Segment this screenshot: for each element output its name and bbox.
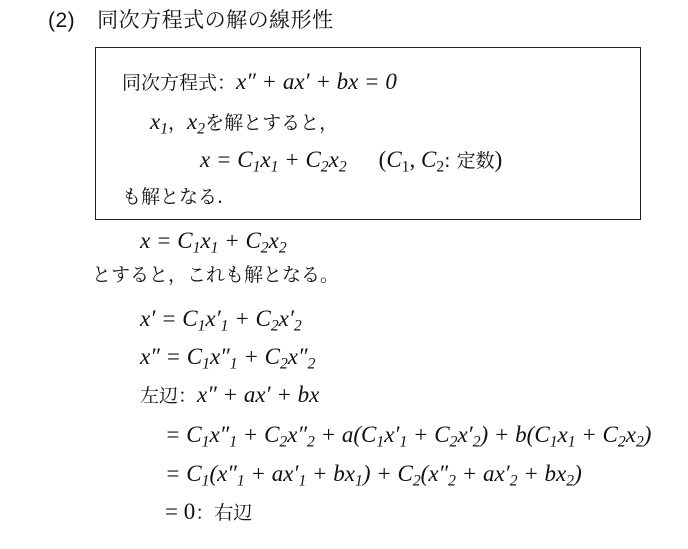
claim-line (92, 266, 339, 285)
claim-text: とすると，これも解となる。 (92, 264, 340, 286)
step-1-math: = $C_1x''_1 + C_2x''_2 + a(C_1x'_1 + C_2x'_2) + b(C_1x_1 + C_2x_2)$ (165, 422, 652, 451)
homogeneous-equation (122, 70, 397, 93)
constants-note: ($C_1$, $C_2$: 定数) (378, 147, 503, 176)
second-derivative (140, 344, 316, 373)
rhs-label: ：右辺 (195, 502, 253, 524)
conclusion (122, 188, 223, 207)
section-number: (2) (48, 9, 76, 32)
step-2-math: = $C_1(x''_1 + ax'_1 + bx_1) + C_2(x''_2 + ax'_2 + bx_2)$ (165, 461, 582, 490)
equation-math: x″ + ax′ + bx = 0 (236, 69, 397, 94)
section-heading (48, 10, 334, 31)
conclusion-text: も解となる. (122, 186, 224, 208)
step-2 (165, 461, 582, 490)
comma: ， (168, 112, 188, 134)
linear-combination (200, 147, 503, 176)
step-3 (165, 500, 252, 523)
step-3-math: = 0 (165, 499, 196, 524)
lhs-math: x″ + ax′ + bx (197, 382, 320, 407)
solutions-condition (150, 109, 339, 138)
lhs-line (140, 383, 319, 406)
solution-x1: $x_1$ (150, 109, 169, 138)
step-1 (165, 422, 652, 451)
combination-math-2: $x = C_1x_1 + C_2x_2$ (140, 228, 287, 257)
equation-label: 同次方程式： (122, 72, 237, 94)
condition-text: を解とすると， (205, 112, 339, 134)
first-derivative (140, 306, 302, 335)
lhs-label: 左辺： (140, 385, 198, 407)
solution-x2: $x_2$ (187, 109, 206, 138)
combination-math: $x = C_1x_1 + C_2x_2$ (200, 147, 347, 176)
first-derivative-math: $x' = C_1x'_1 + C_2x'_2$ (140, 306, 302, 335)
second-derivative-math: $x'' = C_1x''_1 + C_2x''_2$ (140, 344, 316, 373)
assume-combination (140, 228, 287, 257)
section-title: 同次方程式の解の線形性 (97, 9, 334, 32)
